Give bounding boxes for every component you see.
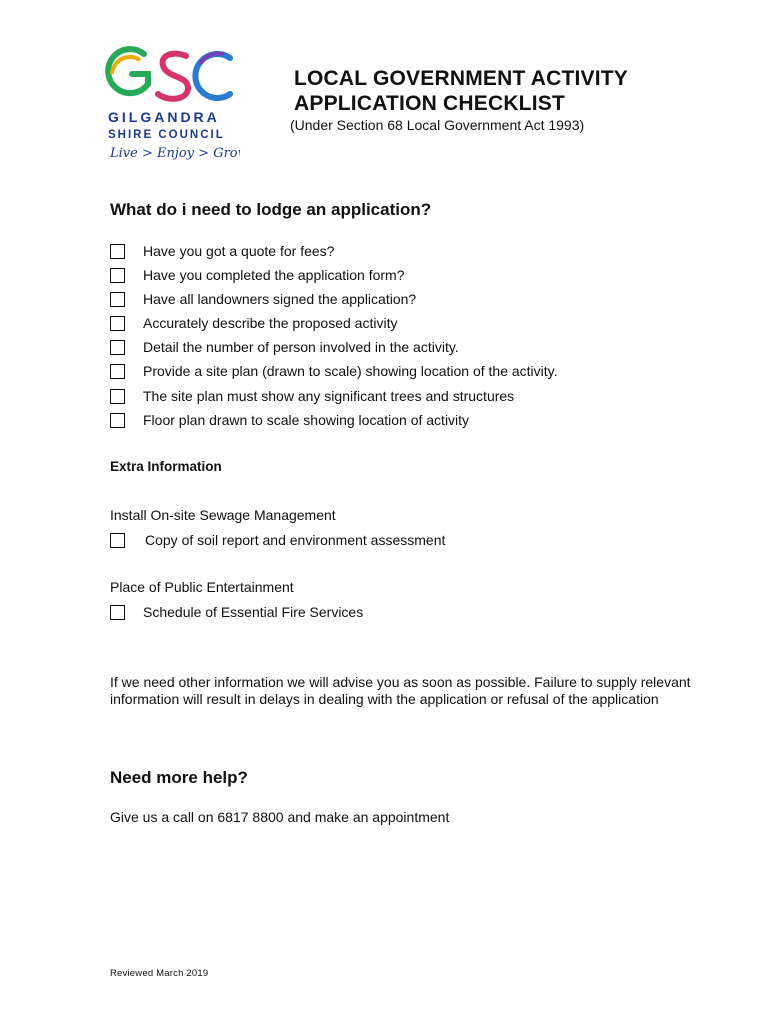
entertainment-checklist-item <box>110 602 363 622</box>
page-title <box>294 66 628 116</box>
checklist-item-label: Have you got a quote for fees? <box>143 243 335 259</box>
extra-info-heading: Extra Information <box>110 459 222 474</box>
checklist-item-label: Provide a site plan (drawn to scale) showing location of the activity. <box>143 363 558 379</box>
help-text: Give us a call on 6817 8800 and make an appointment <box>110 809 450 825</box>
title-line-1: LOCAL GOVERNMENT ACTIVITY <box>294 67 629 90</box>
footer-reviewed: Reviewed March 2019 <box>110 968 209 979</box>
checklist-item <box>110 361 558 381</box>
entertainment-item-label: Schedule of Essential Fire Services <box>143 604 364 620</box>
sewage-item-label: Copy of soil report and environment assessment <box>145 532 446 548</box>
checklist-item <box>110 313 397 333</box>
page-subtitle: (Under Section 68 Local Government Act 1993) <box>290 117 585 133</box>
sewage-label: Install On-site Sewage Management <box>110 507 336 523</box>
checklist-item <box>110 410 469 430</box>
checklist-item <box>110 265 404 285</box>
entertainment-checkbox[interactable] <box>110 605 125 620</box>
logo-tagline: Live > Enjoy > Grow <box>110 146 240 161</box>
checklist-item-label: Detail the number of person involved in the activity. <box>143 339 459 355</box>
help-heading: Need more help? <box>110 768 248 787</box>
checklist-item-label: Floor plan drawn to scale showing location of activity <box>143 412 470 428</box>
section-heading-lodge: What do i need to lodge an application? <box>110 200 432 219</box>
title-line-2: APPLICATION CHECKLIST <box>294 92 565 115</box>
checklist-item-label: Have all landowners signed the application? <box>143 291 417 307</box>
checklist-item-label: The site plan must show any significant trees and structures <box>143 388 515 404</box>
checklist-checkbox[interactable] <box>110 292 125 307</box>
checklist-checkbox[interactable] <box>110 364 125 379</box>
checklist-checkbox[interactable] <box>110 340 125 355</box>
council-logo <box>100 44 240 164</box>
logo-name-line1: GILGANDRA <box>108 109 220 125</box>
checklist-checkbox[interactable] <box>110 244 125 259</box>
logo-name-line2: SHIRE COUNCIL <box>108 129 225 141</box>
checklist-item-label: Accurately describe the proposed activity <box>143 315 398 331</box>
entertainment-label: Place of Public Entertainment <box>110 579 294 595</box>
checklist-item <box>110 289 416 309</box>
checklist-item <box>110 386 514 406</box>
notice-paragraph: If we need other information we will advise you as soon as possible. Failure to supply relevant information will result in delays in dealing with the application or refusal of the application <box>110 674 691 707</box>
checklist-checkbox[interactable] <box>110 316 125 331</box>
checklist-item-label: Have you completed the application form? <box>143 267 405 283</box>
sewage-checklist-item <box>110 530 445 550</box>
logo-letters: GSC <box>100 44 103 45</box>
sewage-checkbox[interactable] <box>110 533 125 548</box>
checklist-checkbox[interactable] <box>110 268 125 283</box>
checklist-item <box>110 337 459 357</box>
checklist-checkbox[interactable] <box>110 413 125 428</box>
checklist-item <box>110 241 334 261</box>
checklist-checkbox[interactable] <box>110 389 125 404</box>
gsc-logo-mark <box>100 44 240 164</box>
